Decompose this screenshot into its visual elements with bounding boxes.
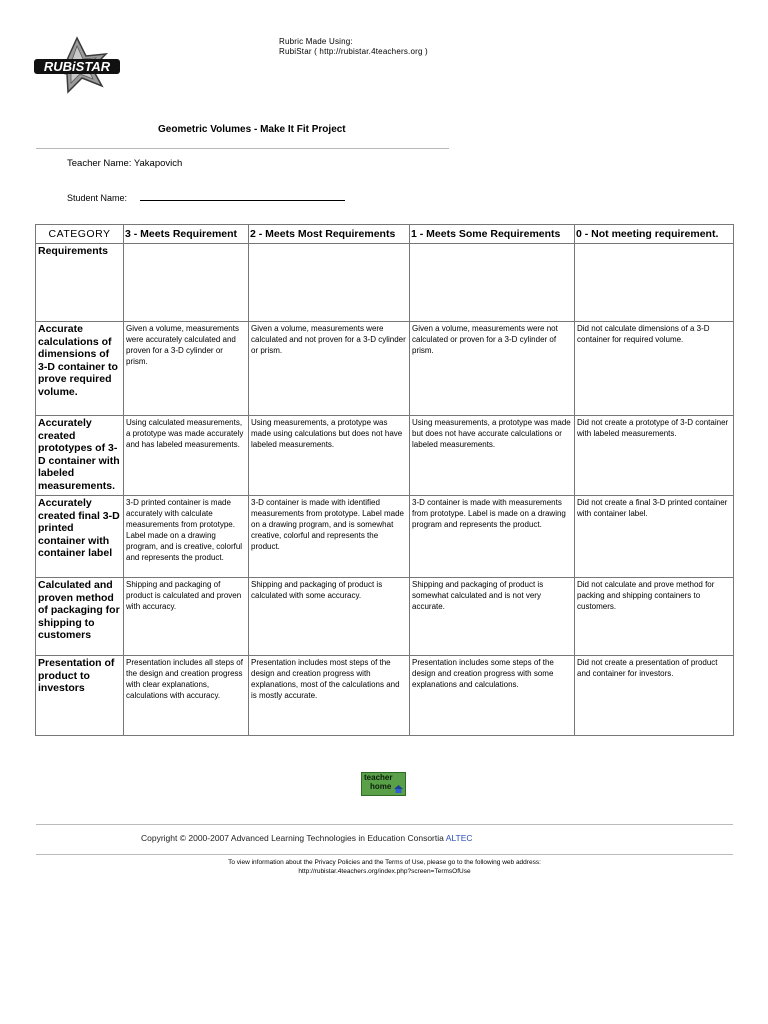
rubric-cell (410, 244, 575, 322)
footer-divider-bottom (36, 854, 733, 855)
rubric-cell (575, 244, 734, 322)
rubric-table (35, 224, 734, 736)
rubric-cell: Presentation includes some steps of the design and creation progress with some explanations and calculations. (410, 656, 575, 736)
footer-divider-top (36, 824, 733, 825)
rubric-cell: Using measurements, a prototype was made using calculations but does not have labeled measurements. (249, 416, 410, 496)
rubric-cell: Did not create a presentation of product and container for investors. (575, 656, 734, 736)
rubric-cell: Given a volume, measurements were accurately calculated and proven for a 3-D cylinder or prism. (124, 322, 249, 416)
teacher-home-line1: teacher (364, 773, 393, 782)
row-category: Accurately created prototypes of 3-D container with labeled measurements. (36, 416, 124, 496)
row-category: Accurate calculations of dimensions of 3-D container to prove required volume. (36, 322, 124, 416)
teacher-name-line (67, 158, 182, 169)
rubric-cell: Given a volume, measurements were not calculated or proven for a 3-D cylinder of prism. (410, 322, 575, 416)
document-title: Geometric Volumes - Make It Fit Project (158, 124, 346, 135)
rubric-cell: Did not create a final 3-D printed container with container label. (575, 496, 734, 578)
rubric-cell: 3-D container is made with identified measurements from prototype. Label made on a drawing program, and is somewhat creative, colorful and represents the product. (249, 496, 410, 578)
student-label: Student Name: (67, 193, 128, 203)
rubric-header-row (36, 225, 734, 244)
terms-notice-line1: To view information about the Privacy Policies and the Terms of Use, please go to the following web address: (228, 859, 541, 866)
rubric-cell: Did not calculate dimensions of a 3-D container for required volume. (575, 322, 734, 416)
col-header-level-2: 2 - Meets Most Requirements (249, 225, 410, 244)
teacher-name: Yakapovich (133, 158, 183, 169)
made-using-line1: Rubric Made Using: (279, 37, 353, 46)
rubric-cell (249, 244, 410, 322)
rubric-row (36, 656, 734, 736)
rubric-row (36, 244, 734, 322)
rubric-cell: Using measurements, a prototype was made but does not have accurate calculations or labeled measurements. (410, 416, 575, 496)
logo-wordmark: RUBiSTAR (43, 59, 111, 74)
teacher-home-label (364, 774, 392, 791)
title-divider (36, 148, 449, 149)
student-name-blank (140, 192, 345, 201)
copyright-line (141, 833, 473, 843)
rubric-cell: Presentation includes most steps of the design and creation progress with explanations, most of the calculations and is mostly accurate. (249, 656, 410, 736)
rubric-row (36, 322, 734, 416)
teacher-label: Teacher Name: (67, 158, 132, 169)
rubric-cell: 3-D container is made with measurements from prototype. Label is made on a drawing program and represents the product. (410, 496, 575, 578)
col-header-level-0: 0 - Not meeting requirement. (575, 225, 734, 244)
col-header-level-3: 3 - Meets Requirement (124, 225, 249, 244)
terms-url[interactable]: http://rubistar.4teachers.org/index.php?screen=TermsOfUse (298, 867, 471, 875)
rubric-cell: Shipping and packaging of product is calculated and proven with accuracy. (124, 578, 249, 656)
row-category: Presentation of product to investors (36, 656, 124, 736)
altec-link[interactable]: ALTEC (445, 833, 473, 843)
teacher-home-button[interactable] (361, 772, 406, 796)
col-header-category: CATEGORY (36, 225, 124, 244)
rubric-cell: 3-D printed container is made accurately with calculate measurements from prototype. Label made on a drawing program, and is creative, colorful and represents the product. (124, 496, 249, 578)
rubric-row (36, 578, 734, 656)
rubric-cell: Shipping and packaging of product is somewhat calculated and is not very accurate. (410, 578, 575, 656)
made-using-line2: RubiStar ( http://rubistar.4teachers.org ) (279, 47, 428, 56)
teacher-home-line2: home (370, 781, 392, 791)
col-header-level-1: 1 - Meets Some Requirements (410, 225, 575, 244)
row-category: Accurately created final 3-D printed container with container label (36, 496, 124, 578)
rubric-cell: Using calculated measurements, a prototype was made accurately and has labeled measurements. (124, 416, 249, 496)
made-using-note (279, 37, 428, 57)
rubric-cell: Given a volume, measurements were calculated and not proven for a 3-D cylinder or prism. (249, 322, 410, 416)
house-icon (394, 785, 403, 793)
rubric-cell: Shipping and packaging of product is calculated with some accuracy. (249, 578, 410, 656)
row-category: Requirements (36, 244, 124, 322)
row-category: Calculated and proven method of packaging for shipping to customers (36, 578, 124, 656)
copyright-text: Copyright © 2000-2007 Advanced Learning Technologies in Education Consortia (141, 833, 444, 843)
rubric-cell: Presentation includes all steps of the design and creation progress with clear explanations, calculations with accuracy. (124, 656, 249, 736)
rubric-cell (124, 244, 249, 322)
rubric-cell: Did not create a prototype of 3-D container with labeled measurements. (575, 416, 734, 496)
rubistar-logo (30, 36, 124, 98)
rubric-cell: Did not calculate and prove method for packing and shipping containers to customers. (575, 578, 734, 656)
student-name-line (67, 192, 345, 203)
rubric-row (36, 496, 734, 578)
terms-notice (36, 859, 733, 876)
rubric-row (36, 416, 734, 496)
